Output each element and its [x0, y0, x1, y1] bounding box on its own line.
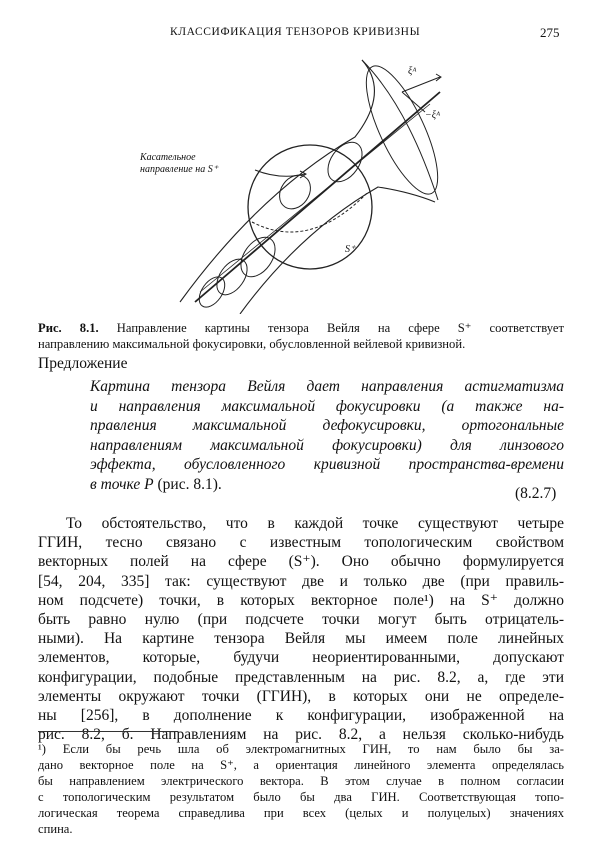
footnote-line: бы направлением электрического вектора. В этом случае в полном согласии — [38, 774, 564, 788]
body-line: То обстоятельство, что в каждой точке существуют четыре — [66, 515, 564, 532]
label-xi: ξᴬ — [408, 66, 417, 77]
proposition-title: Предложение — [38, 355, 128, 372]
body-line: рис. 8.2, б. Направлениям на рис. 8.2, а нельзя сколько-нибудь — [38, 726, 564, 744]
proposition-last-italic: в точке P — [90, 475, 154, 493]
body-line: элементы окружают точки (ГГИН), в которых они не определе- — [38, 687, 564, 705]
running-title: КЛАССИФИКАЦИЯ ТЕНЗОРОВ КРИВИЗНЫ — [170, 26, 421, 38]
proposition-line: Картина тензора Вейля дает направления астигматизма — [90, 378, 564, 395]
caption-line-2: направлению максимальной фокусировки, обусловленной вейлевой кривизной. — [38, 337, 466, 351]
label-tangent-1: Касательное — [140, 152, 196, 163]
page-number: 275 — [540, 25, 560, 40]
proposition-line: и направления максимальной фокусировки (а также на- — [90, 397, 564, 415]
body-line: ном подсчете) точки, в которых векторное поле¹) на S⁺ должно — [38, 591, 564, 609]
footnote — [38, 741, 564, 837]
footnote-line: спина. — [38, 822, 73, 836]
proposition-line: эффекта, обусловленного кривизной пространства-времени — [90, 456, 564, 473]
equation-number: (8.2.7) — [515, 485, 557, 502]
figure-8-1 — [140, 52, 470, 314]
body-line: быть равно нулю (при подсчете точки могут быть отрицатель- — [38, 611, 564, 629]
proposition-text — [90, 377, 564, 494]
label-sphere: S⁺ — [345, 244, 356, 255]
footnote-line: дано векторное поле на S⁺, а ориентация линейного элемента определялась — [38, 758, 564, 772]
body-line: ГГИН, тесно связано с известным топологическим свойством — [38, 534, 564, 552]
footnote-line: с топологическим результатом было бы два ГИН. Соответствующая топо- — [38, 790, 564, 804]
body-line: ны [256], в дополнение к конфигурации, изображенной на — [38, 707, 564, 725]
proposition-line: направлениям максимальной фокусировки) для линзового — [90, 436, 564, 454]
label-minus-xi: −ξᴬ — [425, 110, 441, 121]
proposition-line: правления максимальной дефокусировки, ортогональные — [90, 417, 564, 434]
body-line: ными). На картине тензора Вейля мы имеем поле линейных — [38, 630, 564, 648]
body-line: векторных полей на сфере (S⁺). Оно обычно формулируется — [38, 553, 564, 571]
proposition-last-upright: (рис. 8.1). — [153, 475, 222, 493]
label-tangent-2: направление на S⁺ — [140, 164, 218, 175]
figure-caption — [38, 320, 564, 352]
footnote-line: логическая теорема справедлива при всех (целых и полуцелых) значениях — [38, 806, 564, 820]
body-line: элементов, которые, будучи неориентированными, допускают — [38, 649, 564, 667]
footnote-line: ¹) Если бы речь шла об электромагнитных ГИН, то нам было бы за- — [38, 742, 564, 756]
body-line: [54, 204, 335] так: существуют две и только две (при правиль- — [38, 572, 564, 590]
caption-line-1: Направление картины тензора Вейля на сфере S⁺ соответствует — [116, 321, 565, 335]
body-line: конфигурации, подобные представленным на рис. 8.2, а, где эти — [38, 668, 564, 686]
body-paragraph — [38, 514, 564, 744]
footnote-rule — [38, 731, 178, 732]
caption-label: Рис. 8.1. — [38, 321, 99, 335]
